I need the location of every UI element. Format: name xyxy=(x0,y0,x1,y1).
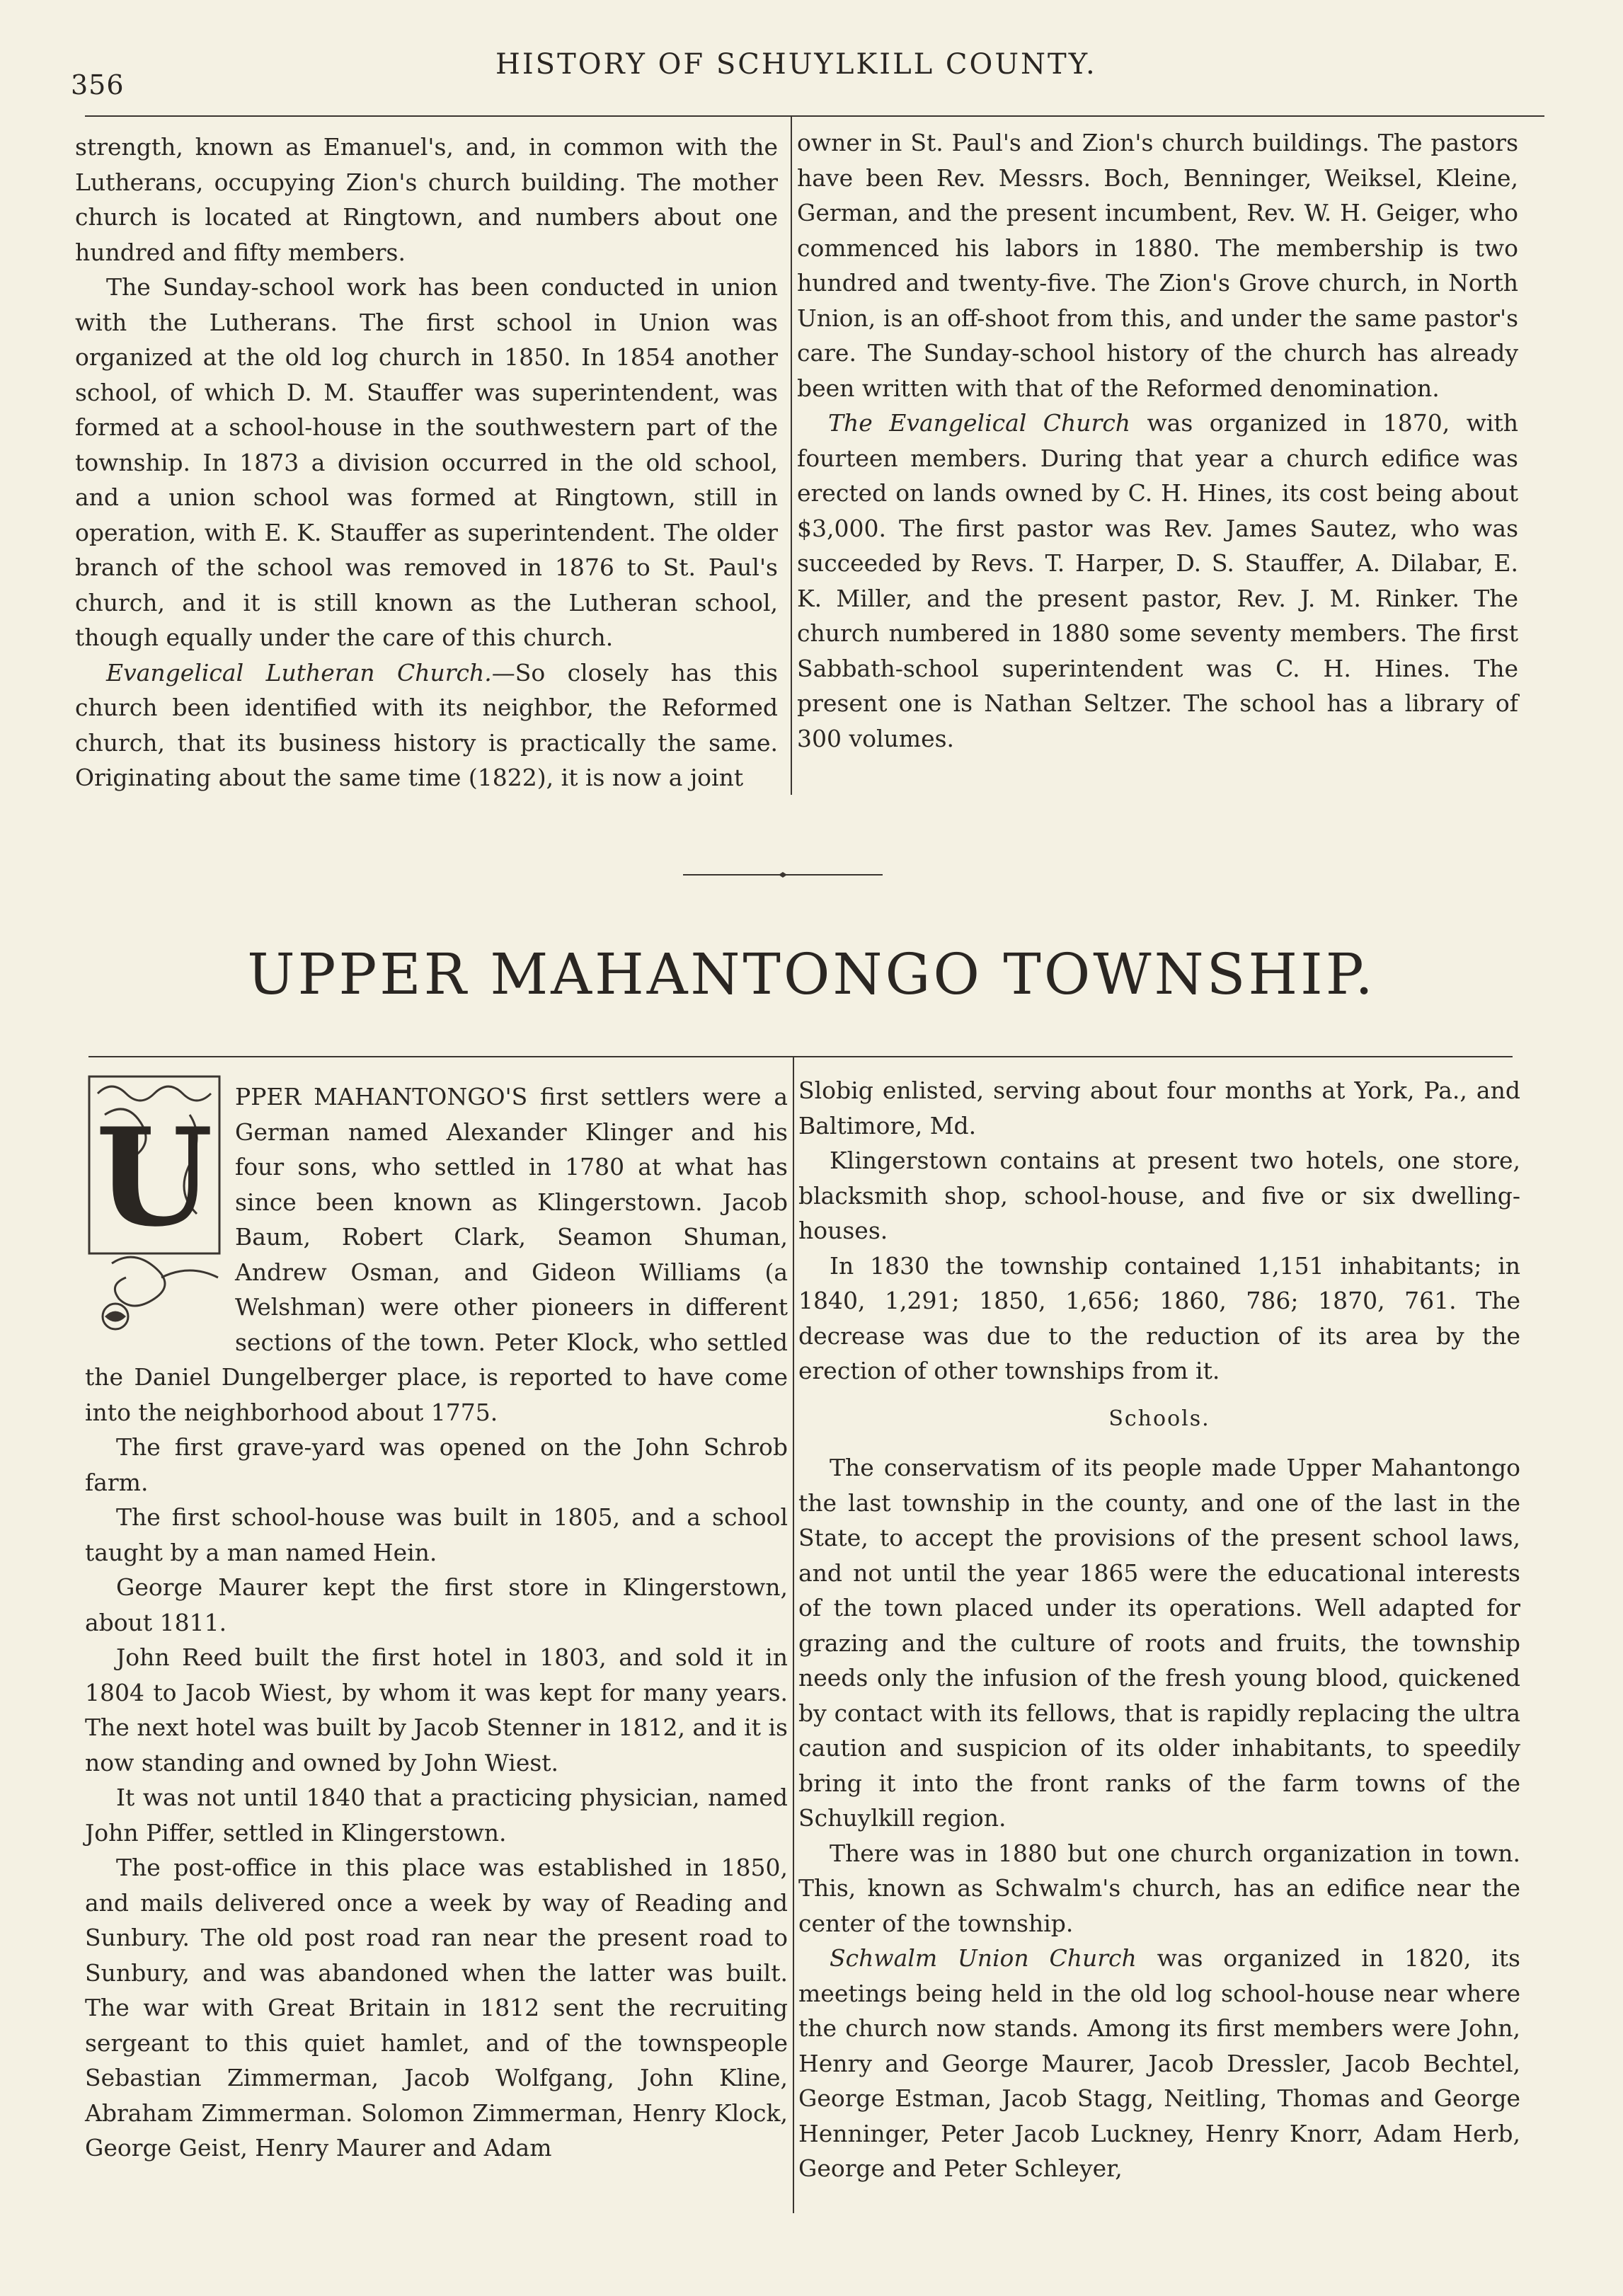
paragraph: John Reed built the first hotel in 1803, and sold it in 1804 to Jacob Wiest, by whom it was kept for many years. The next hotel was built by Jacob Stenner in 1812, and it is now standing and owned by John Wiest. xyxy=(85,1643,788,1776)
top-left-column xyxy=(75,130,778,796)
italic-heading: Evangelical Lutheran Church. xyxy=(106,658,492,687)
paragraph: The post-office in this place was established in 1850, and mails delivered once a week by way of Reading and Sunbury. The old post road ran near the present road to Sunbury, and was abandoned when the latter was built. The war with Great Britain in 1812 sent the recruiting sergeant to this quiet hamlet, and of the townspeople Sebastian Zimmerman, Jacob Wolfgang, John Kline, Abraham Zimmerman. Solomon Zimmerman, Henry Klock, George Geist, Henry Maurer and Adam xyxy=(85,1854,788,2162)
paragraph: In 1830 the township contained 1,151 inhabitants; in 1840, 1,291; 1850, 1,656; 1860, 786; 1870, 761. The decrease was due to the reduction of its area by the erection of other townships from it. xyxy=(798,1251,1520,1384)
paragraph xyxy=(75,655,778,796)
paragraph: The Sunday-school work has been conducted in union with the Lutherans. The first school in Union was organized at the old log church in 1850. In 1854 another school, of which D. M. Stauffer was superintendent, was formed at a school-house in the southwestern part of the township. In 1873 a division occurred in the old school, and a union school was formed at Ringtown, still in operation, with E. K. Stauffer as superintendent. The older branch of the school was removed in 1876 to St. Paul's church, and it is still known as the Lutheran school, though equally under the care of this church. xyxy=(75,273,778,651)
ornamental-dropcap-u xyxy=(84,1072,225,1338)
paragraph: There was in 1880 but one church organization in town. This, known as Schwalm's church, has an edifice near the center of the township. xyxy=(798,1839,1520,1937)
header-rule xyxy=(85,115,1544,117)
schools-heading: Schools. xyxy=(1108,1406,1210,1431)
paragraph xyxy=(798,1941,1520,2186)
section-ornament xyxy=(683,871,883,879)
running-title: HISTORY OF SCHUYLKILL COUNTY. xyxy=(495,48,1097,81)
page-number: 356 xyxy=(71,69,125,101)
paragraph: It was not until 1840 that a practicing physician, named John Piffer, settled in Klingerstown. xyxy=(85,1784,788,1847)
italic-heading: Schwalm Union Church xyxy=(830,1944,1137,1972)
paragraph-text: was organized in 1820, its meetings being held in the old log school-house near where the church now stands. Among its first members were John, Henry and George Maurer, Jacob Dressler, Jacob Bechtel, George Estman, Jacob Stagg, Neitling, Thomas and George Henninger, Peter Jacob Luckney, Henry Knorr, Adam Herb, George and Peter Schleyer, xyxy=(798,1944,1520,2182)
paragraph xyxy=(85,1079,788,1430)
paragraph: strength, known as Emanuel's, and, in common with the Lutherans, occupying Zion's church building. The mother church is located at Ringtown, and numbers about one hundred and fifty members. xyxy=(75,133,778,266)
top-right-column xyxy=(797,125,1518,756)
paragraph: George Maurer kept the first store in Klingerstown, about 1811. xyxy=(85,1573,788,1636)
section-title: UPPER MAHANTONGO TOWNSHIP. xyxy=(247,941,1376,1007)
paragraph-text: PPER MAHANTONGO'S first settlers were a German named Alexander Klinger and his four sons, who settled in 1780 at what has since been known as Klingerstown. Jacob Baum, Robert Clark, Seamon Shuman, Andrew Osman, and Gideon Williams (a Welshman) were other pioneers in different sections of the town. Peter Klock, who settled the Daniel Dungelberger place, is reported to have come into the neighborhood about 1775. xyxy=(85,1083,788,1426)
top-column-divider xyxy=(791,115,792,795)
paragraph: The conservatism of its people made Upper Mahantongo the last township in the county, and one of the last in the State, to accept the provisions of the present school laws, and not until the year 1865 were the educational interests of the town placed under its operations. Well adapted for grazing and the culture of roots and fruits, the township needs only the infusion of the fresh young blood, quickened by contact with its fellows, that is rapidly replacing the ultra caution and suspicion of its older inhabitants, to speedily bring it into the front ranks of the farm towns of the Schuylkill region. xyxy=(798,1454,1520,1832)
paragraph: Slobig enlisted, serving about four months at York, Pa., and Baltimore, Md. xyxy=(798,1077,1520,1140)
section-rule xyxy=(88,1056,1513,1057)
paragraph: The first grave-yard was opened on the John Schrob farm. xyxy=(85,1433,788,1496)
bottom-left-column xyxy=(85,1079,788,2166)
paragraph: Klingerstown contains at present two hotels, one store, blacksmith shop, school-house, and five or six dwelling-houses. xyxy=(798,1147,1520,1244)
italic-heading: The Evangelical Church xyxy=(828,409,1131,437)
bottom-right-column xyxy=(798,1073,1520,2186)
dropcap-letter: U xyxy=(96,1098,213,1256)
paragraph: The first school-house was built in 1805, and a school taught by a man named Hein. xyxy=(85,1503,788,1566)
paragraph xyxy=(797,406,1518,756)
paragraph: owner in St. Paul's and Zion's church buildings. The pastors have been Rev. Messrs. Boch, Benninger, Weiksel, Kleine, German, and the present incumbent, Rev. W. H. Geiger, who commenced his labors in 1880. The membership is two hundred and twenty-five. The Zion's Grove church, in North Union, is an off-shoot from this, and under the same pastor's care. The Sunday-school history of the church has already been written with that of the Reformed denomination. xyxy=(797,129,1518,402)
bottom-column-divider xyxy=(793,1056,794,2213)
paragraph-text: —So closely has this church been identified with its neighbor, the Reformed church, that its business history is practically the same. Originating about the same time (1822), it is now a joint xyxy=(75,658,778,791)
paragraph-text: was organized in 1870, with fourteen members. During that year a church edifice was erected on lands owned by C. H. Hines, its cost being about $3,000. The first pastor was Rev. James Sautez, who was succeeded by Revs. T. Harper, D. S. Stauffer, A. Dilabar, E. K. Miller, and the present pastor, Rev. J. M. Rinker. The church numbered in 1880 some seventy members. The first Sabbath-school superintendent was C. H. Hines. The present one is Nathan Seltzer. The school has a library of 300 volumes. xyxy=(797,409,1518,752)
